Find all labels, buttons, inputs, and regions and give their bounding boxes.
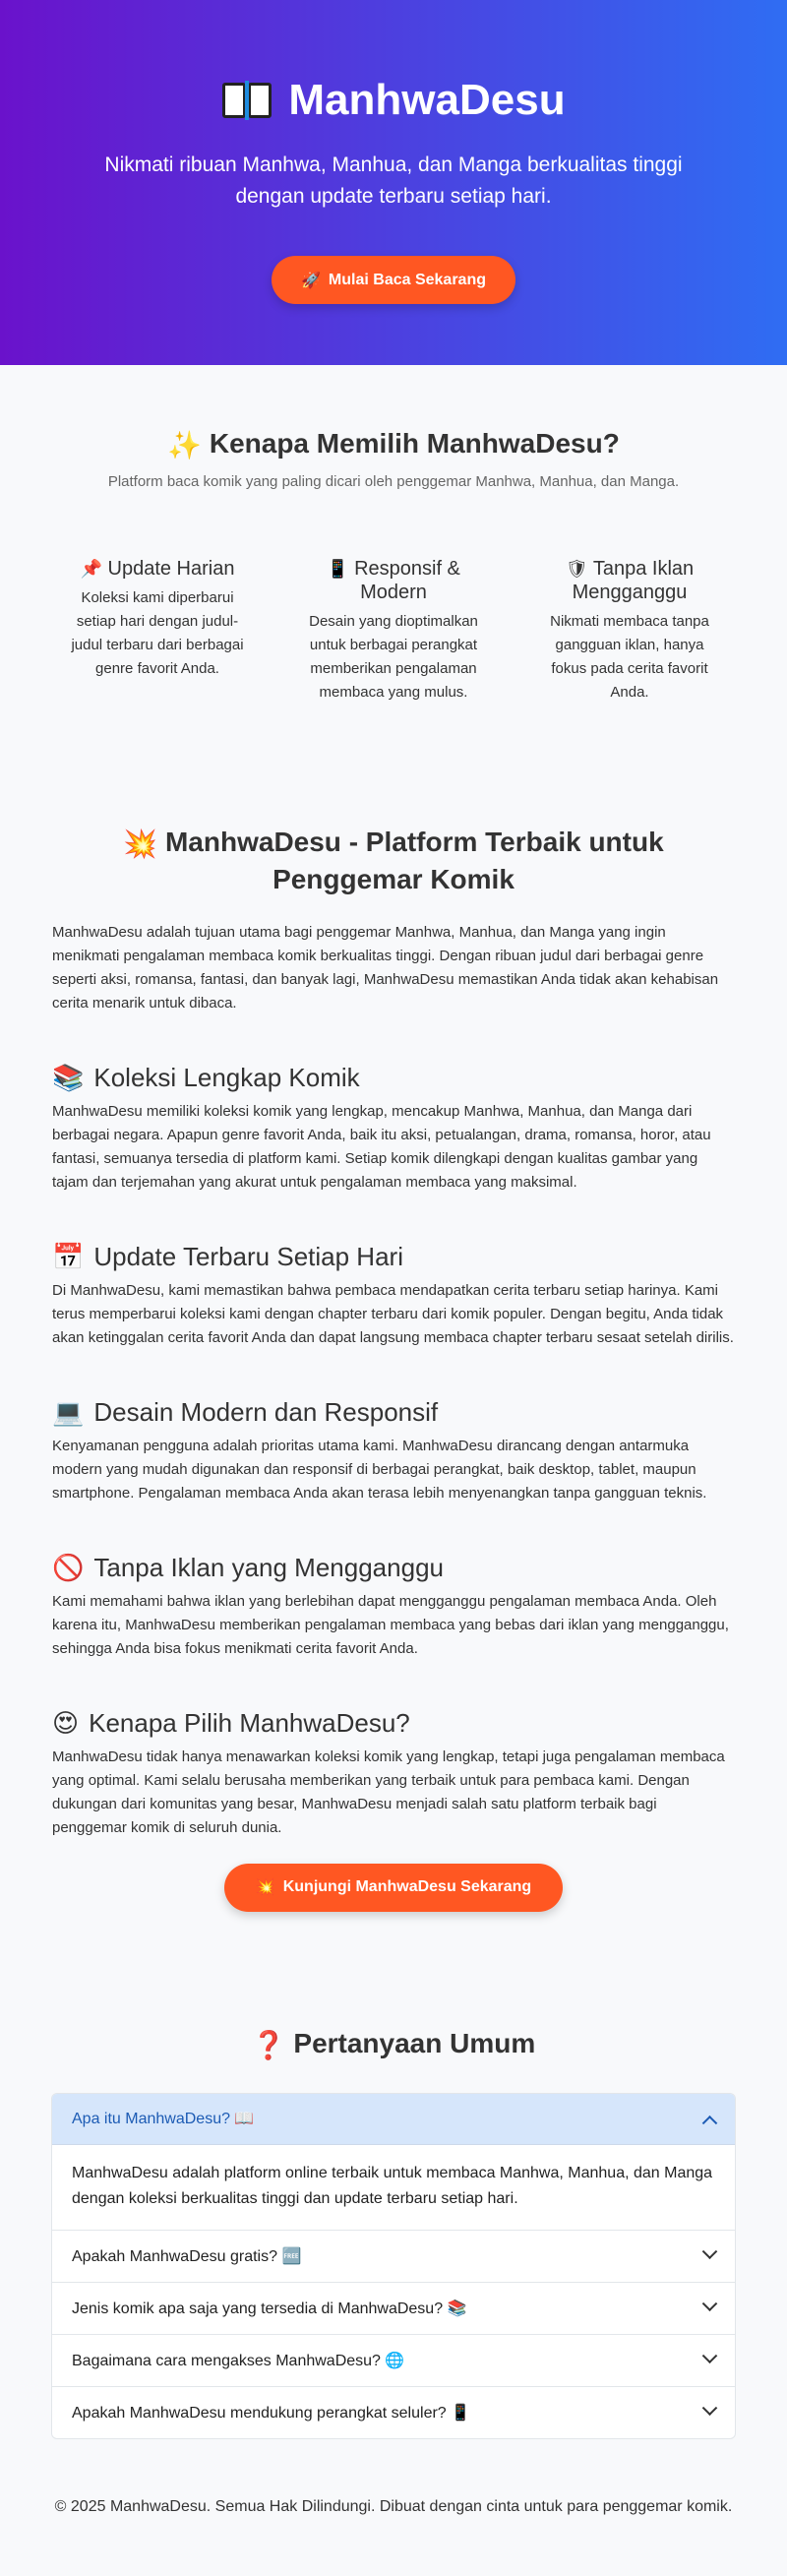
about-section (52, 705, 735, 1912)
feature-title (65, 557, 250, 582)
start-reading-button[interactable] (272, 256, 515, 304)
feature-list (0, 557, 787, 705)
collision-icon: 💥 (123, 828, 158, 859)
faq-item (52, 2334, 735, 2386)
feature-title (537, 557, 722, 605)
heart-eyes-icon: 😍 (52, 1707, 80, 1738)
faq-question-text: Jenis komik apa saja yang tersedia di ManhwaDesu? 📚 (72, 2300, 467, 2317)
collision-icon: 💥 (255, 1879, 275, 1897)
about-intro: ManhwaDesu adalah tujuan utama bagi penggemar Manhwa, Manhua, dan Manga yang ingin menikmati pengalaman membaca komik berkualitas tinggi. Dengan ribuan judul dari berbagai genre seperti aksi, romansa, fantasi, dan banyak lagi, ManhwaDesu memastikan Anda tidak akan kehabisan cerita menarik untuk dibaca. (52, 923, 719, 1012)
faq-question-toggle[interactable] (52, 2335, 735, 2386)
why-title-text: Kenapa Memilih ManhwaDesu? (209, 428, 620, 459)
feature-text: Nikmati membaca tanpa gangguan iklan, hanya fokus pada cerita favorit Anda. (550, 613, 709, 702)
about-block-title-text: Desain Modern dan Responsif (93, 1396, 439, 1427)
about-block-title (52, 1553, 735, 1582)
feature-title-text: Tanpa Iklan Mengganggu (572, 557, 695, 604)
about-block-design (52, 1397, 735, 1505)
feature-card (512, 557, 748, 705)
faq-item (52, 2094, 735, 2230)
feature-text: Koleksi kami diperbarui setiap hari dengan judul-judul terbaru dari berbagai genre favorit Anda. (71, 589, 244, 678)
faq-question-text: Apa itu ManhwaDesu? 📖 (72, 2111, 255, 2128)
faq-item (52, 2230, 735, 2282)
mobile-phone-icon: 📱 (327, 559, 349, 580)
feature-title (301, 557, 486, 605)
about-block-title (52, 1063, 735, 1092)
about-block-text: ManhwaDesu tidak hanya menawarkan koleksi komik yang lengkap, tetapi juga pengalaman membaca yang optimal. Kami selalu berusaha memberikan yang terbaik untuk para pembaca kami. Dengan dukungan dari komunitas yang besar, ManhwaDesu menjadi salah satu platform terbaik bagi penggemar komik di seluruh dunia. (52, 1748, 725, 1836)
site-title-text: ManhwaDesu (288, 76, 566, 124)
books-icon: 📚 (52, 1062, 85, 1092)
about-block-text: ManhwaDesu memiliki koleksi komik yang lengkap, mencakup Manhwa, Manhua, dan Manga dari berbagai negara. Apapun genre favorit Anda, baik itu aksi, petualangan, drama, romansa, horor, atau fantasi, semuanya tersedia di platform kami. Setiap komik dilengkapi dengan kualitas gambar yang tajam dan terjemahan yang akurat untuk pengalaman membaca yang maksimal. (52, 1102, 711, 1191)
about-block-text: Di ManhwaDesu, kami memastikan bahwa pembaca mendapatkan cerita terbaru setiap harinya. Kami terus memperbarui koleksi kami dengan chapter terbaru dari komik populer. Dengan begitu, Anda tidak akan ketinggalan cerita favorit Anda dan dapat langsung membaca chapter terbaru sesaat setelah dirilis. (52, 1281, 734, 1346)
about-block-text: Kenyamanan pengguna adalah prioritas utama kami. ManhwaDesu dirancang dengan antarmuka modern yang mudah digunakan dan responsif di berbagai perangkat, baik desktop, tablet, maupun smartphone. Pengalaman membaca Anda akan terasa lebih menyenangkan tanpa gangguan teknis. (52, 1437, 707, 1502)
about-block-text: Kami memahami bahwa iklan yang berlebihan dapat mengganggu pengalaman membaca Anda. Oleh karena itu, ManhwaDesu memberikan pengalaman membaca yang bebas dari iklan yang mengganggu, sehingga Anda bisa fokus menikmati cerita favorit Anda. (52, 1592, 729, 1657)
hero-section (0, 0, 787, 365)
feature-text: Desain yang dioptimalkan untuk berbagai perangkat memberikan pengalaman membaca yang mulus. (309, 613, 478, 702)
faq-accordion (51, 2093, 736, 2439)
why-subtitle: Platform baca komik yang paling dicari oleh penggemar Manhwa, Manhua, dan Manga. (107, 472, 680, 490)
faq-question-toggle[interactable] (52, 2387, 735, 2438)
about-block-no-ads (52, 1553, 735, 1661)
faq-item (52, 2386, 735, 2438)
start-reading-label: Mulai Baca Sekarang (328, 271, 486, 288)
faq-question-toggle[interactable] (52, 2094, 735, 2145)
hero-subtitle: Nikmati ribuan Manhwa, Manhua, dan Manga berkualitas tinggi dengan update terbaru setiap hari. (104, 153, 683, 208)
feature-title-text: Responsif & Modern (354, 557, 460, 604)
chevron-down-icon (702, 2349, 718, 2364)
visit-manhwadesu-button[interactable] (224, 1864, 563, 1912)
faq-title-text: Pertanyaan Umum (293, 2027, 536, 2058)
about-block-why (52, 1708, 735, 1840)
calendar-icon: 📅 (52, 1241, 85, 1271)
about-title-text: ManhwaDesu - Platform Terbaik untuk Penggemar Komik (164, 827, 664, 894)
open-book-icon (221, 81, 272, 120)
chevron-up-icon (702, 2116, 718, 2131)
about-block-title (52, 1397, 735, 1427)
about-title (52, 825, 735, 897)
faq-item (52, 2282, 735, 2334)
about-block-collection (52, 1063, 735, 1195)
feature-title-text: Update Harian (107, 557, 235, 580)
about-block-title-text: Tanpa Iklan yang Mengganggu (93, 1552, 444, 1582)
about-block-title-text: Koleksi Lengkap Komik (93, 1062, 360, 1092)
copyright-text: © 2025 ManhwaDesu. Semua Hak Dilindungi. Dibuat dengan cinta untuk para penggemar komik. (54, 2497, 733, 2515)
rocket-icon: 🚀 (301, 272, 321, 289)
about-block-title-text: Kenapa Pilih ManhwaDesu? (89, 1707, 410, 1738)
about-block-updates (52, 1242, 735, 1350)
faq-question-toggle[interactable] (52, 2283, 735, 2334)
faq-section (51, 2026, 736, 2439)
faq-question-text: Bagaimana cara mengakses ManhwaDesu? 🌐 (72, 2352, 405, 2369)
chevron-down-icon (702, 2401, 718, 2417)
visit-manhwadesu-label: Kunjungi ManhwaDesu Sekarang (282, 1878, 532, 1896)
sparkles-icon: ✨ (167, 429, 203, 460)
chevron-down-icon (702, 2297, 718, 2312)
why-section (0, 365, 787, 705)
faq-question-text: Apakah ManhwaDesu mendukung perangkat seluler? 📱 (72, 2404, 471, 2422)
laptop-icon: 💻 (52, 1396, 85, 1427)
shield-icon: 🛡 (565, 559, 588, 580)
why-title (0, 426, 787, 463)
about-cta-wrap (52, 1864, 735, 1912)
chevron-down-icon (702, 2244, 718, 2260)
question-mark-icon: ❓ (251, 2029, 286, 2060)
faq-question-text: Apakah ManhwaDesu gratis? 🆓 (72, 2247, 302, 2265)
about-block-title (52, 1708, 735, 1738)
about-block-title (52, 1242, 735, 1271)
faq-question-toggle[interactable] (52, 2231, 735, 2282)
prohibited-icon: 🚫 (52, 1552, 85, 1582)
about-block-title-text: Update Terbaru Setiap Hari (93, 1241, 403, 1271)
pushpin-icon: 📌 (80, 559, 102, 580)
faq-title (51, 2026, 736, 2063)
footer (0, 2498, 787, 2544)
feature-card (39, 557, 275, 705)
feature-card (275, 557, 512, 705)
site-title (0, 76, 787, 124)
faq-answer: ManhwaDesu adalah platform online terbaik untuk membaca Manhwa, Manhua, dan Manga dengan koleksi berkualitas tinggi dan update terbaru setiap hari. (72, 2164, 713, 2207)
